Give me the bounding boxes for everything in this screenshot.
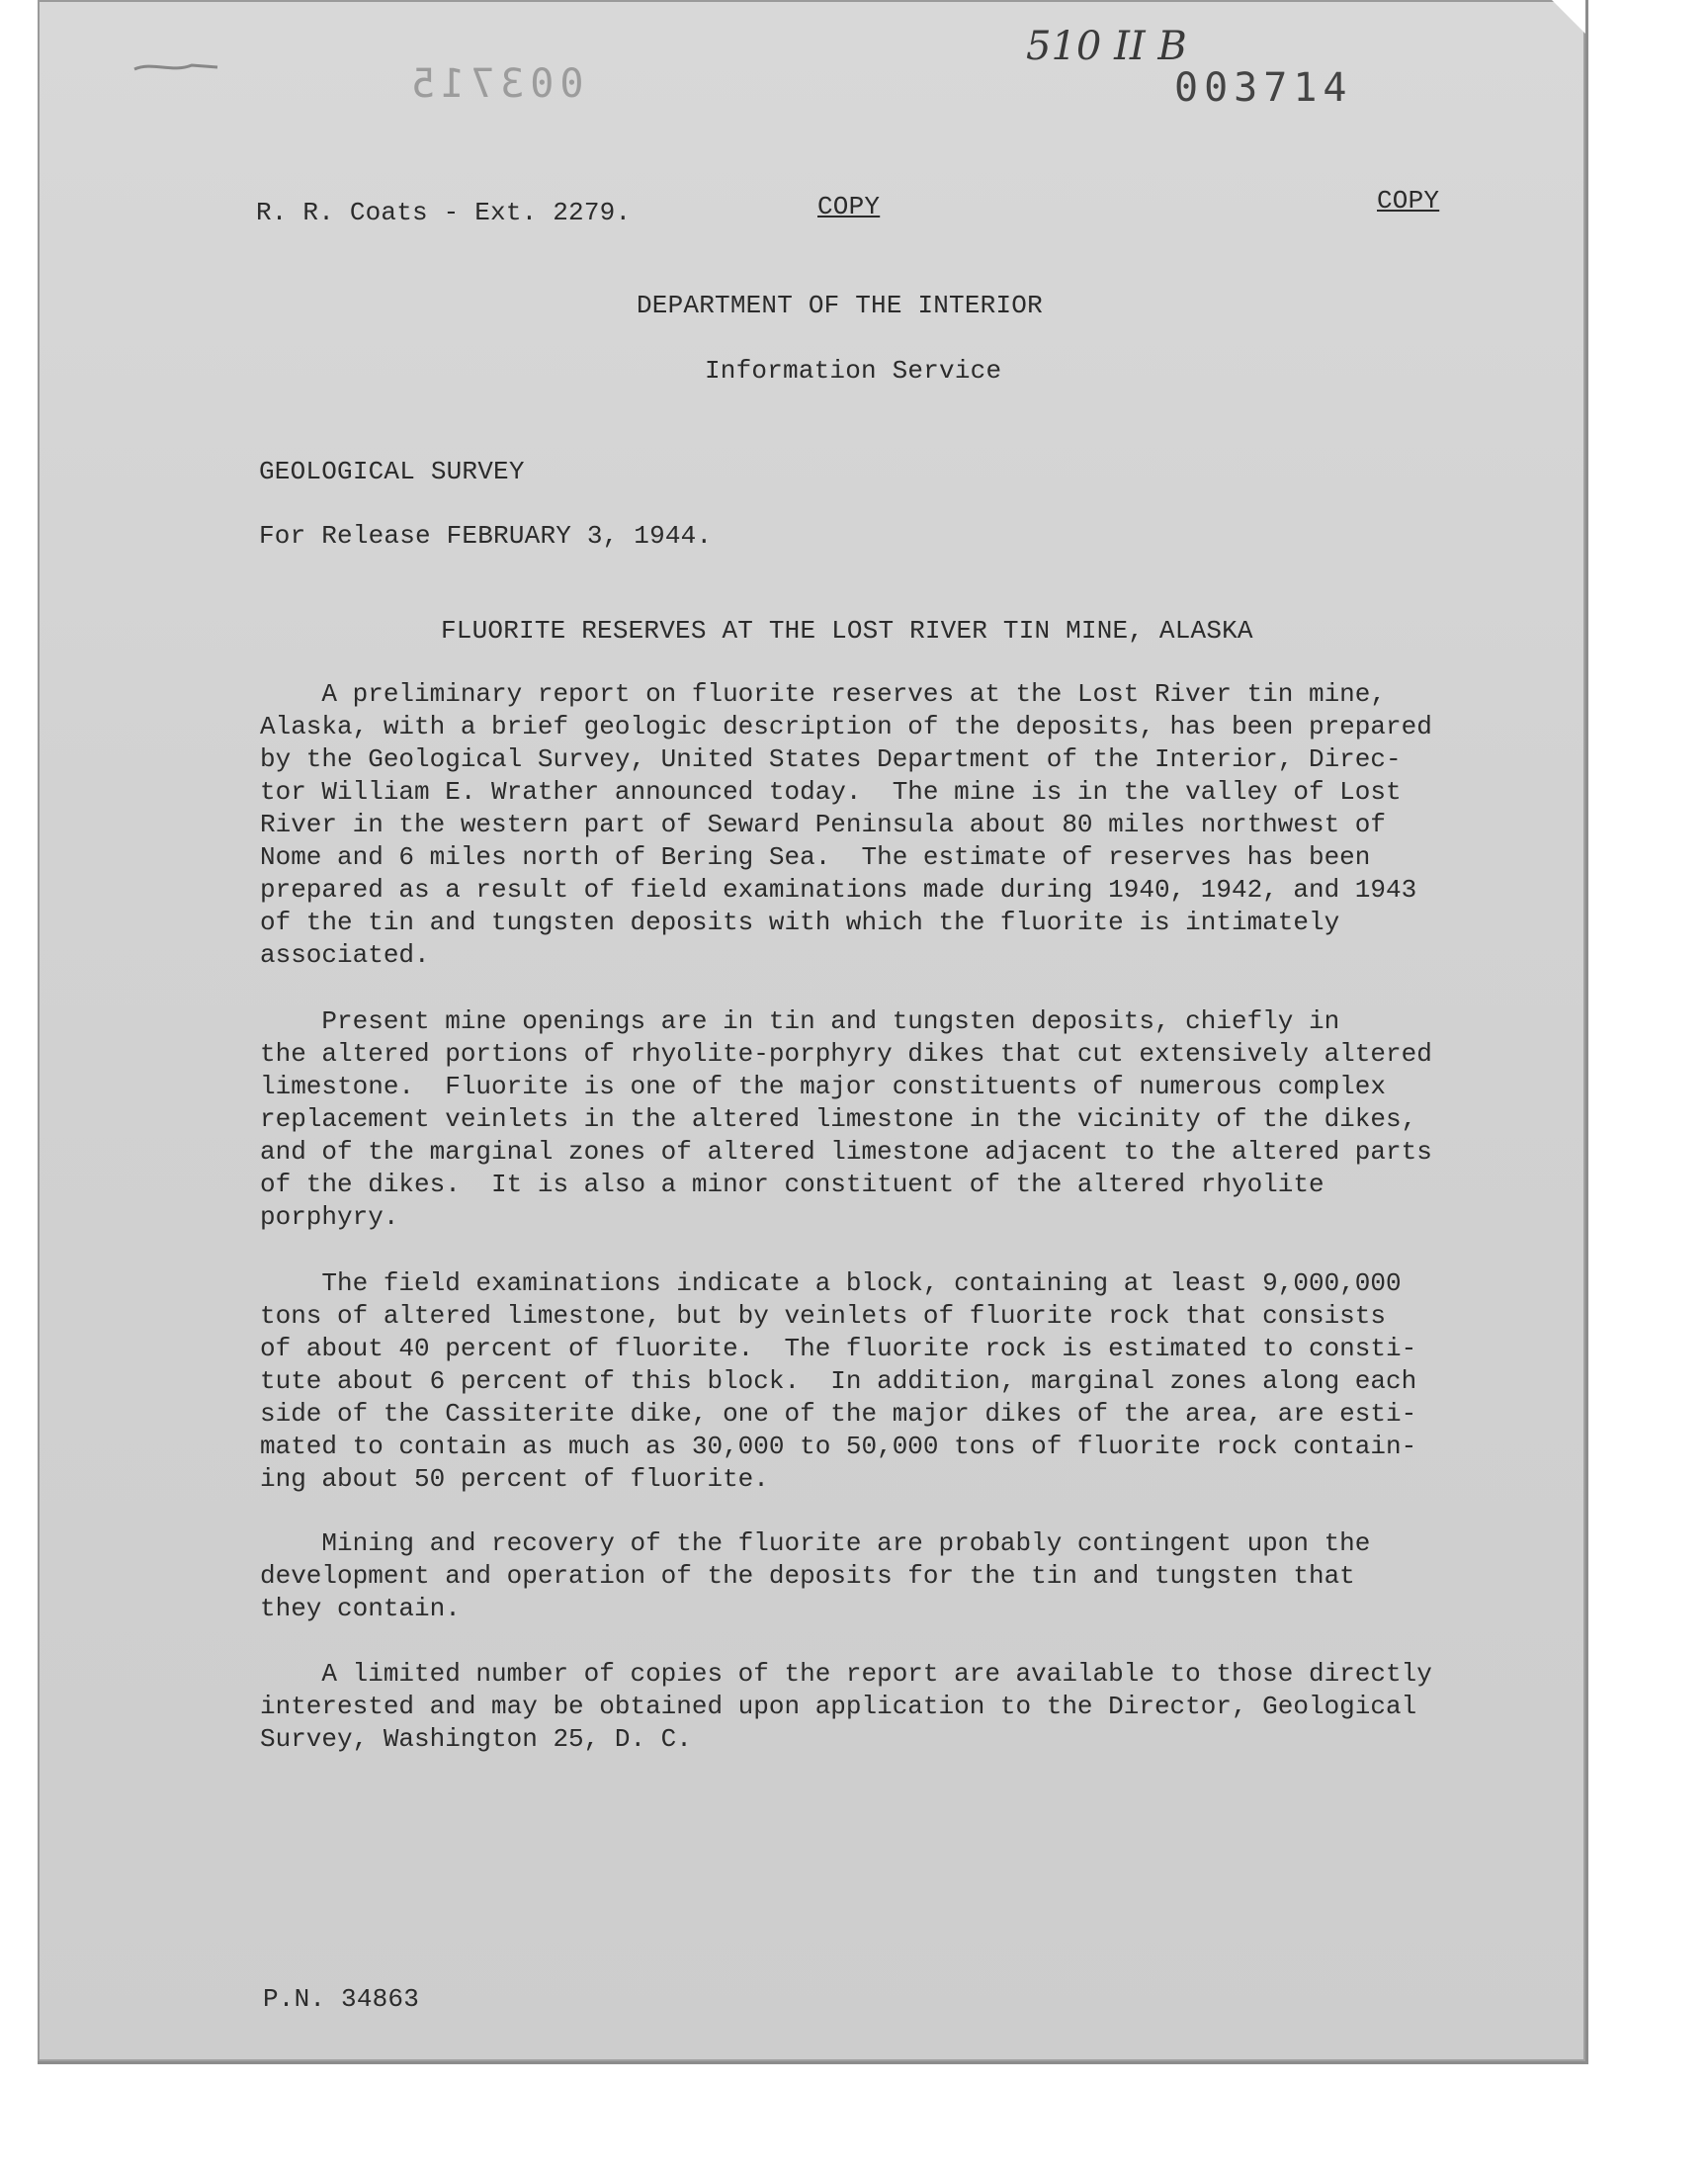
paragraph-line: ing about 50 percent of fluorite. — [260, 1464, 769, 1494]
page-corner — [1552, 0, 1585, 34]
mirrored-stamp-number: 003715 — [405, 61, 584, 107]
service-heading: Information Service — [705, 356, 1002, 386]
paragraph-line: tor William E. Wrather announced today. The mine is in the valley of Lost — [260, 777, 1402, 807]
copy-label-center: COPY — [817, 192, 881, 221]
paragraph-line: porphyry. — [260, 1202, 399, 1232]
paragraph-line: of about 40 percent of fluorite. The fluorite rock is estimated to consti- — [260, 1334, 1417, 1363]
copy-label-right: COPY — [1377, 186, 1440, 216]
paragraph-line: development and operation of the deposits for the tin and tungsten that — [260, 1561, 1355, 1591]
paragraph-line: Alaska, with a brief geologic description of the deposits, has been prepared — [260, 712, 1432, 741]
paragraph-line: limestone. Fluorite is one of the major constituents of numerous complex — [260, 1072, 1386, 1101]
paragraph-line: side of the Cassiterite dike, one of the major dikes of the area, are esti- — [260, 1399, 1417, 1429]
paragraph-line: tons of altered limestone, but by veinlets of fluorite rock that consists — [260, 1301, 1386, 1331]
paragraph-line: Survey, Washington 25, D. C. — [260, 1724, 692, 1754]
release-date: For Release FEBRUARY 3, 1944. — [259, 521, 713, 551]
paragraph-line: they contain. — [260, 1594, 461, 1623]
paragraph-line: and of the marginal zones of altered limestone adjacent to the altered parts — [260, 1137, 1432, 1167]
paragraph-line: A preliminary report on fluorite reserves at the Lost River tin mine, — [260, 679, 1386, 709]
paragraph-line: of the tin and tungsten deposits with which the fluorite is intimately — [260, 908, 1340, 937]
document-title: FLUORITE RESERVES AT THE LOST RIVER TIN MINE, ALASKA — [441, 616, 1253, 646]
paragraph-5 — [260, 1658, 1545, 1756]
paragraph-line: mated to contain as much as 30,000 to 50,000 tons of fluorite rock contain- — [260, 1432, 1417, 1461]
paragraph-3 — [260, 1267, 1545, 1496]
paragraph-2 — [260, 1005, 1545, 1234]
paragraph-line: the altered portions of rhyolite-porphyry dikes that cut extensively altered — [260, 1039, 1432, 1069]
department-heading: DEPARTMENT OF THE INTERIOR — [637, 291, 1043, 320]
paragraph-line: tute about 6 percent of this block. In addition, marginal zones along each — [260, 1366, 1417, 1396]
handwritten-annotation: 510 II B — [1026, 24, 1187, 69]
paragraph-line: interested and may be obtained upon application to the Director, Geological — [260, 1692, 1417, 1721]
paragraph-4 — [260, 1527, 1545, 1625]
paragraph-line: A limited number of copies of the report are available to those directly — [260, 1659, 1432, 1689]
document-stamp-number: 003714 — [1174, 65, 1353, 111]
pn-number: P.N. 34863 — [263, 1984, 420, 2014]
paragraph-line: River in the western part of Seward Peninsula about 80 miles northwest of — [260, 810, 1386, 839]
paragraph-line: Present mine openings are in tin and tungsten deposits, chiefly in — [260, 1006, 1340, 1036]
bureau-heading: GEOLOGICAL SURVEY — [259, 457, 525, 486]
author-line: R. R. Coats - Ext. 2279. — [256, 198, 632, 227]
paragraph-line: Mining and recovery of the fluorite are probably contingent upon the — [260, 1528, 1371, 1558]
paragraph-line: The field examinations indicate a block, containing at least 9,000,000 — [260, 1268, 1402, 1298]
paragraph-line: prepared as a result of field examinations made during 1940, 1942, and 1943 — [260, 875, 1417, 905]
scan-mark — [132, 57, 221, 79]
paragraph-line: by the Geological Survey, United States Department of the Interior, Direc- — [260, 744, 1402, 774]
paragraph-line: Nome and 6 miles north of Bering Sea. The estimate of reserves has been — [260, 842, 1371, 872]
paragraph-line: of the dikes. It is also a minor constituent of the altered rhyolite — [260, 1170, 1324, 1199]
paragraph-line: replacement veinlets in the altered limestone in the vicinity of the dikes, — [260, 1104, 1417, 1134]
paragraph-1 — [260, 678, 1545, 972]
paragraph-line: associated. — [260, 940, 430, 970]
